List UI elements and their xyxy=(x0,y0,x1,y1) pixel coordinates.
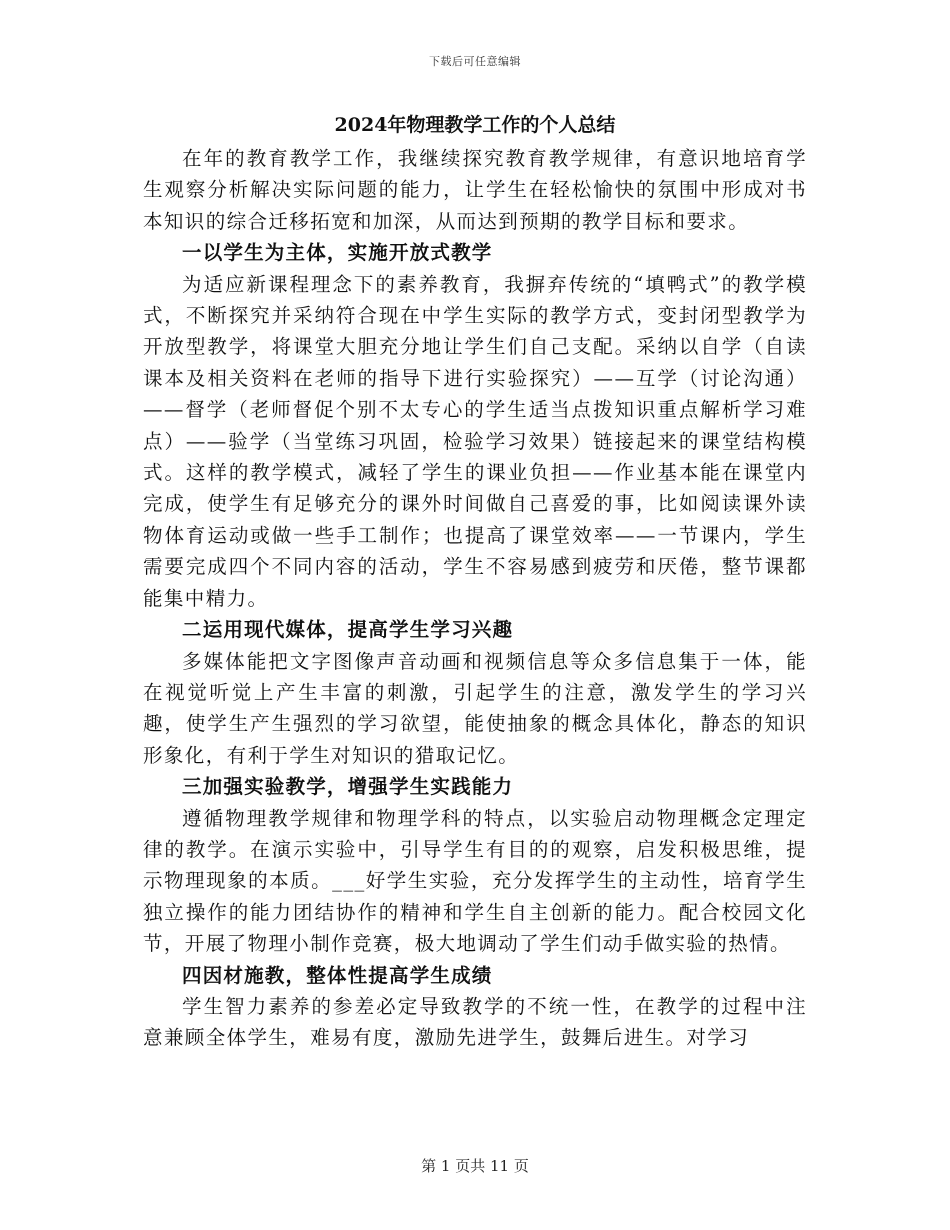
section-paragraph-1: 为适应新课程理念下的素养教育，我摒弃传统的“填鸭式”的教学模式，不断探究并采纳符合现在中学生实际的教学方式，变封闭型教学为开放型教学，将课堂大胆充分地让学生们自己支配。采纳以自学（自读课本及相关资料在老师的指导下进行实验探究）——互学（讨论沟通）——督学（老师督促个别不太专心的学生适当点拨知识重点解析学习难点）——验学（当堂练习巩固，检验学习效果）链接起来的课堂结构模式。这样的教学模式，减轻了学生的课业负担——作业基本能在课堂内完成，使学生有足够充分的课外时间做自己喜爱的事，比如阅读课外读物体育运动或做一些手工制作；也提高了课堂效率——一节课内，学生需要完成四个不同内容的活动，学生不容易感到疲劳和厌倦，整节课都能集中精力。 xyxy=(143,272,807,610)
section-heading-4: 四因材施教，整体性提高学生成绩 xyxy=(182,963,493,987)
page-number: 第 1 页共 11 页 xyxy=(421,1157,529,1175)
page-header: 下载后可任意编辑 xyxy=(429,55,521,68)
section-heading-2: 二运用现代媒体，提高学生学习兴趣 xyxy=(182,618,514,642)
section-heading-1: 一以学生为主体，实施开放式教学 xyxy=(182,241,493,265)
section-paragraph-4: 学生智力素养的参差必定导致教学的不统一性，在教学的过程中注意兼顾全体学生，难易有度，激励先进学生，鼓舞后进生。对学习 xyxy=(143,994,807,1050)
document-body xyxy=(143,143,807,1054)
document-title: 2024年物理教学工作的个人总结 xyxy=(334,114,616,136)
intro-paragraph: 在年的教育教学工作，我继续探究教育教学规律，有意识地培育学生观察分析解决实际问题的能力，让学生在轻松愉快的氛围中形成对书本知识的综合迁移拓宽和加深，从而达到预期的教学目标和要求。 xyxy=(143,147,807,233)
section-paragraph-2: 多媒体能把文字图像声音动画和视频信息等众多信息集于一体，能在视觉听觉上产生丰富的刺激，引起学生的注意，激发学生的学习兴趣，使学生产生强烈的学习欲望，能使抽象的概念具体化，静态的知识形象化，有利于学生对知识的猎取记忆。 xyxy=(143,649,807,767)
section-heading-3: 三加强实验教学，增强学生实践能力 xyxy=(182,775,514,799)
section-paragraph-3: 遵循物理教学规律和物理学科的特点，以实验启动物理概念定理定律的教学。在演示实验中，引导学生有目的的观察，启发积极思维，提示物理现象的本质。___好学生实验，充分发挥学生的主动性，培育学生独立操作的能力团结协作的精神和学生自主创新的能力。配合校园文化节，开展了物理小制作竞赛，极大地调动了学生们动手做实验的热情。 xyxy=(143,806,807,956)
